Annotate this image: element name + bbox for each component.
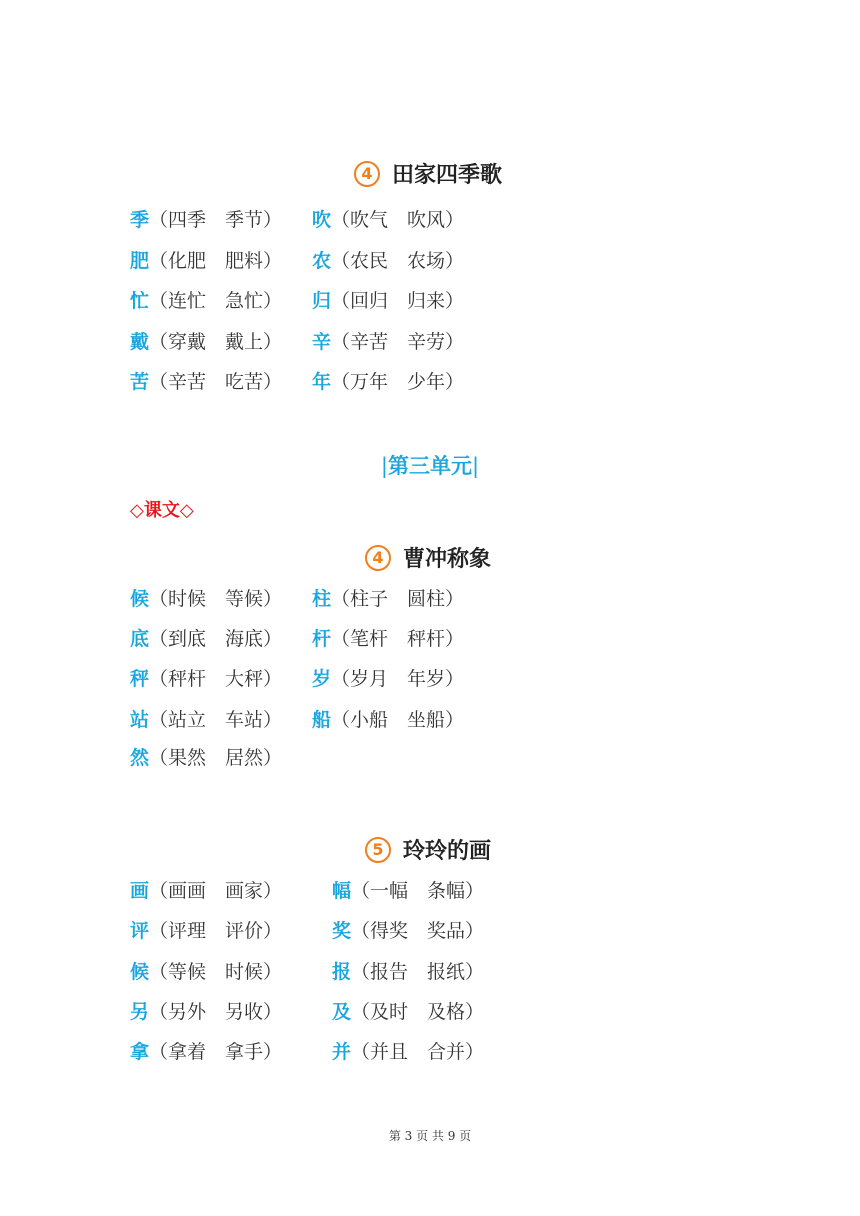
vocab-char: 评 [130, 919, 150, 942]
vocab-char: 苦 [130, 370, 150, 393]
vocab-row [130, 1036, 485, 1064]
vocab-row [130, 366, 465, 394]
lesson-title-text: 玲玲的画 [403, 839, 492, 864]
vocab-char: 拿 [130, 1040, 150, 1063]
vocab-char: 候 [130, 960, 150, 983]
page-footer: 第 3 页 共 9 页 [388, 1129, 472, 1143]
vocab-words: （化肥 肥料） [149, 249, 283, 272]
vocab-entry [130, 327, 282, 354]
vocab-words: （笔杆 秤杆） [331, 627, 465, 650]
vocab-char: 候 [130, 587, 150, 610]
vocab-entry [312, 367, 464, 394]
vocab-entry [312, 584, 464, 611]
vocab-entry [130, 367, 282, 394]
vocab-entry [130, 205, 282, 232]
vocab-char: 并 [332, 1040, 352, 1063]
lesson-number-badge: 5 [365, 837, 391, 863]
vocab-words: （四季 季节） [149, 208, 283, 231]
vocab-words: （等候 时候） [149, 960, 283, 983]
vocab-char: 报 [332, 960, 352, 983]
vocab-entry [130, 957, 282, 984]
vocab-words: （果然 居然） [149, 746, 283, 769]
vocab-char: 农 [312, 249, 332, 272]
vocab-row [130, 996, 485, 1024]
vocab-entry [130, 584, 282, 611]
vocab-char: 年 [312, 370, 332, 393]
vocab-char: 另 [130, 1000, 150, 1023]
vocab-entry [130, 916, 282, 943]
vocab-row [130, 285, 465, 313]
vocab-char: 画 [130, 879, 150, 902]
vocab-char: 肥 [130, 249, 150, 272]
vocab-entry [312, 246, 464, 273]
vocab-entry [332, 916, 484, 943]
vocab-words: （评理 评价） [149, 919, 283, 942]
vocab-entry [130, 705, 282, 732]
vocab-words: （及时 及格） [351, 1000, 485, 1023]
vocab-row [130, 204, 465, 232]
vocab-char: 辛 [312, 330, 332, 353]
vocab-char: 杆 [312, 627, 332, 650]
vocab-entry [130, 1037, 282, 1064]
vocab-entry [312, 624, 464, 651]
lesson-title-text: 曹冲称象 [403, 547, 492, 572]
lesson-title-lingling [365, 834, 491, 865]
vocab-char: 吹 [312, 208, 332, 231]
vocab-words: （一幅 条幅） [351, 879, 485, 902]
vocab-char: 幅 [332, 879, 352, 902]
vocab-entry [332, 957, 484, 984]
vocab-entry [332, 876, 484, 903]
vocab-char: 戴 [130, 330, 150, 353]
vocab-words: （万年 少年） [331, 370, 465, 393]
vocab-char: 柱 [312, 587, 332, 610]
vocab-entry [130, 286, 282, 313]
vocab-char: 季 [130, 208, 150, 231]
unit-bar-right: | [472, 454, 480, 478]
vocab-char: 归 [312, 289, 332, 312]
vocab-row [130, 704, 465, 732]
vocab-words: （时候 等候） [149, 587, 283, 610]
vocab-words: （站立 车站） [149, 708, 283, 731]
vocab-char: 秤 [130, 667, 150, 690]
vocab-entry [332, 1037, 484, 1064]
vocab-words: （并且 合并） [351, 1040, 485, 1063]
vocab-char: 底 [130, 627, 150, 650]
vocab-words: （岁月 年岁） [331, 667, 465, 690]
vocab-row [130, 623, 465, 651]
vocab-entry [130, 997, 282, 1024]
vocab-words: （吹气 吹风） [331, 208, 465, 231]
vocab-row [130, 915, 485, 943]
vocab-words: （到底 海底） [149, 627, 283, 650]
vocab-words: （得奖 奖品） [351, 919, 485, 942]
vocab-row [130, 326, 465, 354]
vocab-char: 船 [312, 708, 332, 731]
vocab-row [130, 583, 465, 611]
vocab-char: 然 [130, 746, 150, 769]
vocab-words: （连忙 急忙） [149, 289, 283, 312]
lesson-title-text: 田家四季歌 [392, 163, 503, 188]
vocab-row [130, 875, 485, 903]
vocab-row [130, 663, 465, 691]
vocab-words: （小船 坐船） [331, 708, 465, 731]
vocab-words: （辛苦 辛劳） [331, 330, 465, 353]
unit-bar-left: | [380, 454, 388, 478]
vocab-words: （报告 报纸） [351, 960, 485, 983]
vocab-entry [332, 997, 484, 1024]
lesson-title-caochong [365, 542, 491, 573]
vocab-row [130, 245, 465, 273]
vocab-words: （柱子 圆柱） [331, 587, 465, 610]
vocab-entry [130, 664, 282, 691]
lesson-number-badge: 4 [354, 161, 380, 187]
vocab-entry [312, 705, 464, 732]
vocab-entry [312, 286, 464, 313]
vocab-words: （农民 农场） [331, 249, 465, 272]
vocab-words: （回归 归来） [331, 289, 465, 312]
vocab-words: （穿戴 戴上） [149, 330, 283, 353]
vocab-row [130, 956, 485, 984]
vocab-entry [130, 743, 282, 770]
vocab-char: 奖 [332, 919, 352, 942]
vocab-char: 岁 [312, 667, 332, 690]
unit-title [0, 450, 860, 480]
vocab-words: （画画 画家） [149, 879, 283, 902]
vocab-entry [130, 624, 282, 651]
vocab-char: 忙 [130, 289, 150, 312]
vocab-words: （秤杆 大秤） [149, 667, 283, 690]
vocab-char: 及 [332, 1000, 352, 1023]
unit-title-text: 第三单元 [388, 454, 472, 478]
vocab-entry [312, 205, 464, 232]
vocab-entry [312, 327, 464, 354]
vocab-words: （拿着 拿手） [149, 1040, 283, 1063]
vocab-char: 站 [130, 708, 150, 731]
section-tag-kewen: ◇课文◇ [130, 500, 194, 521]
vocab-entry [130, 246, 282, 273]
vocab-words: （辛苦 吃苦） [149, 370, 283, 393]
lesson-title-tianjia [354, 158, 502, 189]
lesson-number-badge: 4 [365, 545, 391, 571]
vocab-entry [130, 876, 282, 903]
vocab-entry [312, 664, 464, 691]
vocab-words: （另外 另收） [149, 1000, 283, 1023]
vocab-row [130, 742, 282, 770]
